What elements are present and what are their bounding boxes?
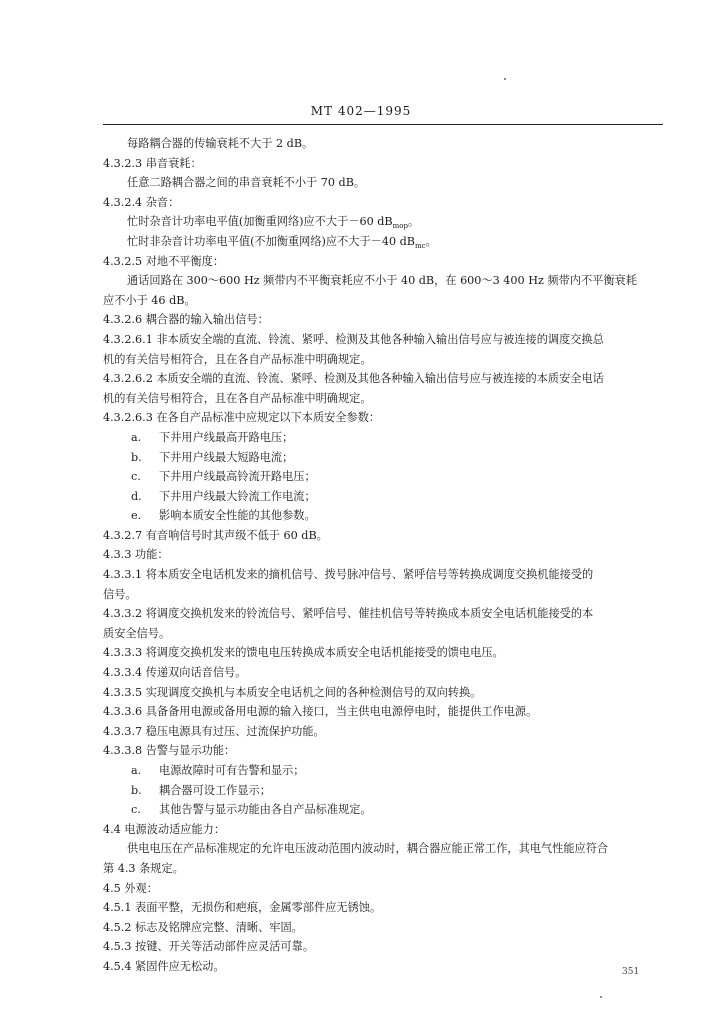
line-text: 4.3.3.6 具备备用电源或备用电源的输入接口，当主供电电源停电时，能提供工作电源。 (103, 705, 538, 719)
list-item (103, 506, 663, 526)
line-text: 下井用户线最高开路电压； (159, 430, 294, 444)
line-text: 耦合器可设工作显示； (159, 783, 271, 797)
text-line (103, 722, 663, 742)
text-line (103, 330, 663, 350)
text-line (103, 389, 663, 409)
text-line (103, 154, 663, 174)
line-text: 4.3.2.6.3 在各自产品标准中应规定以下本质安全参数： (103, 411, 381, 425)
line-text: 4.3.2.7 有音响信号时其声级不低于 60 dB。 (103, 528, 328, 542)
list-item-label: b. (131, 783, 142, 797)
line-text: 4.5 外观： (103, 881, 158, 895)
line-text: 4.3.2.3 串音衰耗： (103, 156, 202, 170)
text-line (103, 134, 663, 154)
text-line (103, 820, 663, 840)
line-text: 4.3.3.1 将本质安全电话机发来的摘机信号、拨号脉冲信号、紧呼信号等转换成调度交换机能接受的 (103, 568, 594, 582)
line-text: 4.3.3.3 将调度交换机发来的馈电电压转换成本质安全电话机能接受的馈电电压。 (103, 646, 504, 660)
list-item-label: b. (131, 450, 142, 464)
line-text: 4.3.3.5 实现调度交换机与本质安全电话机之间的各种检测信号的双向转换。 (103, 685, 482, 699)
text-line (103, 604, 663, 624)
line-text: 4.5.3 按键、开关等活动部件应灵活可靠。 (103, 940, 315, 954)
line-text: 忙时非杂音计功率电平值(不加衡重网络)应不大于－40 dB (127, 234, 416, 248)
line-text: 4.5.1 表面平整，无损伤和疤痕，金属零部件应无锈蚀。 (103, 901, 382, 915)
line-text: 机的有关信号相符合，且在各自产品标准中明确规定。 (103, 391, 372, 405)
text-line (103, 859, 663, 879)
text-line (103, 741, 663, 761)
unit-subscript: mop (392, 222, 408, 231)
text-line (103, 663, 663, 683)
line-text: 影响本质安全性能的其他参数。 (159, 509, 316, 523)
list-item (103, 761, 663, 781)
text-line (103, 898, 663, 918)
scan-speck (600, 996, 602, 998)
text-line (103, 702, 663, 722)
list-item-label: a. (131, 764, 142, 777)
text-line (103, 350, 663, 370)
text-line (103, 957, 663, 977)
list-item (103, 428, 663, 448)
line-text: 供电电压在产品标准规定的允许电压波动范围内波动时，耦合器应能正常工作，其电气性能应符合 (127, 842, 609, 856)
list-item (103, 781, 663, 801)
line-text: 信号。 (103, 587, 137, 601)
line-text: 4.5.2 标志及铭牌应完整、清晰、牢固。 (103, 920, 303, 934)
text-line (103, 879, 663, 899)
line-tail: 。 (425, 234, 437, 248)
list-item (103, 467, 663, 487)
text-line (103, 585, 663, 605)
list-item (103, 487, 663, 507)
line-text: 通话回路在 300～600 Hz 频带内不平衡衰耗应不小于 40 dB，在 600～3 400 Hz 频带内不平衡衰耗 (127, 274, 637, 288)
list-item (103, 800, 663, 820)
list-item-label: c. (131, 803, 141, 817)
line-text: 应不小于 46 dB。 (103, 293, 196, 307)
line-text: 下井用户线最大铃流工作电流； (159, 489, 316, 503)
header-rule (103, 124, 663, 125)
line-text: 电源故障时可有告警和显示； (159, 764, 305, 777)
line-text: 4.4 电源波动适应能力： (103, 822, 226, 836)
line-text: 4.3.3.8 告警与显示功能： (103, 744, 236, 758)
line-text: 下井用户线最大短路电流； (159, 450, 294, 464)
text-line (103, 193, 663, 213)
text-line (103, 252, 663, 272)
body-text (103, 134, 663, 977)
list-item-label: a. (131, 430, 142, 444)
list-item-label: e. (131, 509, 142, 523)
line-text: 4.3.2.6.2 本质安全端的直流、铃流、紧呼、检测及其他各种输入输出信号应与被连接的本质安全电话 (103, 372, 604, 386)
text-line (103, 408, 663, 428)
list-item-label: c. (131, 470, 141, 484)
line-text: 忙时杂音计功率电平值(加衡重网络)应不大于－60 dB (127, 215, 393, 229)
text-line (103, 839, 663, 859)
line-text: 4.3.3.4 传递双向话音信号。 (103, 666, 247, 680)
unit-subscript: mc (415, 242, 426, 251)
text-line (103, 232, 663, 252)
text-line (103, 526, 663, 546)
scan-speck (504, 78, 506, 80)
list-item-label: d. (131, 489, 142, 503)
line-text: 第 4.3 条规定。 (103, 861, 184, 875)
text-line (103, 310, 663, 330)
line-text: 4.3.2.6 耦合器的输入输出信号： (103, 313, 269, 327)
line-text: 4.3.2.4 杂音： (103, 195, 180, 209)
page-header: MT 402—1995 (310, 104, 412, 118)
text-line (103, 643, 663, 663)
page-number: 351 (622, 967, 640, 977)
text-line (103, 683, 663, 703)
line-text: 机的有关信号相符合，且在各自产品标准中明确规定。 (103, 352, 372, 366)
text-line (103, 369, 663, 389)
text-line (103, 937, 663, 957)
text-line (103, 291, 663, 311)
line-text: 4.3.2.5 对地不平衡度： (103, 254, 225, 268)
line-text: 下井用户线最高铃流开路电压； (159, 470, 316, 484)
text-line (103, 624, 663, 644)
text-line (103, 565, 663, 585)
text-line (103, 918, 663, 938)
line-text: 4.3.2.6.1 非本质安全端的直流、铃流、紧呼、检测及其他各种输入输出信号应与被连接的调度交换总 (103, 332, 604, 346)
line-text: 每路耦合器的传输衰耗不大于 2 dB。 (127, 137, 314, 150)
line-text: 其他告警与显示功能由各自产品标准规定。 (159, 803, 372, 817)
line-text: 4.3.3 功能： (103, 548, 169, 562)
line-text: 4.3.3.7 稳压电源具有过压、过流保护功能。 (103, 724, 325, 738)
text-line (103, 173, 663, 193)
line-text: 4.3.3.2 将调度交换机发来的铃流信号、紧呼信号、催挂机信号等转换成本质安全电话机能接受的本 (103, 607, 594, 621)
line-text: 4.5.4 紧固件应无松动。 (103, 959, 225, 973)
list-item (103, 448, 663, 468)
text-line (103, 545, 663, 565)
line-tail: 。 (408, 215, 420, 229)
text-line (103, 271, 663, 291)
text-line (103, 212, 663, 232)
line-text: 质安全信号。 (103, 626, 171, 640)
line-text: 任意二路耦合器之间的串音衰耗不小于 70 dB。 (127, 176, 366, 190)
